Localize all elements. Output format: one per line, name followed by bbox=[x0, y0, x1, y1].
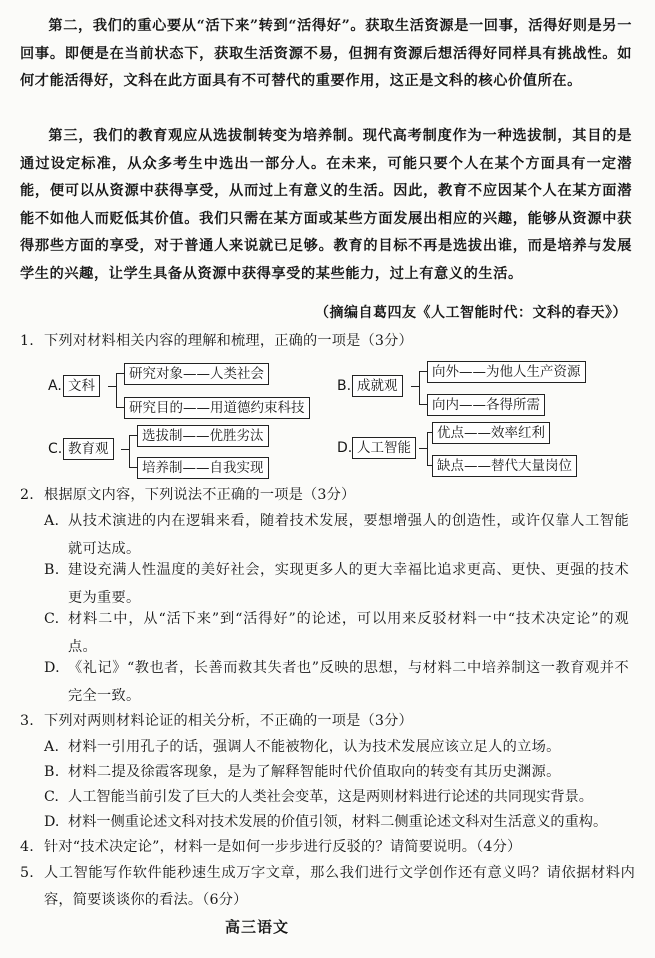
diagram-root-box: 人工智能 bbox=[352, 437, 416, 459]
paragraph-text: 第二，我们的重心要从“活下来”转到“活得好”。获取生活资源是一回事，活得好则是另一回事。即便是在当前状态下，获取生活资源不易，但拥有资源后想活得好同样具有挑战性。如何才能活得好，文科在此方面具有不可替代的重要作用，这正是文科的核心价值所在。 bbox=[20, 18, 632, 89]
question-number: 5. bbox=[20, 865, 34, 881]
connector-line bbox=[129, 435, 130, 468]
connector-line bbox=[419, 371, 427, 372]
option-label: D. bbox=[44, 660, 60, 676]
option-label: C. bbox=[44, 611, 60, 627]
q2-option-a bbox=[44, 508, 629, 563]
option-text: 材料二提及徐霞客现象，是为了解释智能时代价值取向的转变有其历史渊源。 bbox=[68, 764, 561, 780]
paragraph-text: 第三，我们的教育观应从选拔制转变为培养制。现代高考制度作为一种选拔制，其目的是通过设定标准，从众多考生中选出一部分人。在未来，可能只要个人在某个方面具有一定潜能，便可以从资源中获得享受，从而过上有意义的生活。因此，教育不应因某个人在某方面潜能不如他人而贬低其价值。我们只需在某方面或某些方面发展出相应的兴趣，能够从资源中获得那些方面的享受，对于普通人来说就已足够。教育的目标不再是选拔出谁，而是培养与发展学生的兴趣，让学生具备从资源中获得享受的某些能力，过上有意义的生活。 bbox=[20, 128, 632, 282]
question-text: 下列对两则材料论证的相关分析，不正确的一项是（3分） bbox=[44, 713, 413, 729]
question-1 bbox=[20, 328, 635, 354]
diagram-option-d bbox=[337, 420, 607, 482]
connector-line bbox=[129, 467, 137, 468]
connector-line bbox=[108, 386, 116, 387]
option-label: A. bbox=[44, 513, 60, 529]
option-label: A. bbox=[48, 378, 62, 394]
connector-line bbox=[121, 449, 129, 450]
connector-line bbox=[129, 435, 137, 436]
connector-line bbox=[419, 404, 427, 405]
question-2 bbox=[20, 482, 635, 508]
question-text: 下列对材料相关内容的理解和梳理，正确的一项是（3分） bbox=[44, 333, 413, 349]
option-text: 人工智能当前引发了巨大的人类社会变革，这是两则材料进行论述的共同现实背景。 bbox=[68, 789, 593, 805]
question-text: 针对“技术决定论”，材料一是如何一步步进行反驳的？请简要说明。（4分） bbox=[44, 839, 522, 855]
option-label: B. bbox=[44, 764, 60, 780]
diagram-root-box: 教育观 bbox=[63, 438, 114, 460]
question-number: 2. bbox=[20, 487, 34, 503]
option-label: C. bbox=[48, 441, 63, 457]
question-4 bbox=[20, 834, 635, 860]
diagram-top-box: 向外——为他人生产资源 bbox=[427, 361, 586, 383]
option-text: 材料一侧重论述文科对技术发展的价值引领，材料二侧重论述文科对生活意义的重构。 bbox=[68, 814, 608, 830]
option-label: B. bbox=[44, 562, 60, 578]
connector-line bbox=[116, 407, 124, 408]
q3-option-b bbox=[44, 759, 629, 787]
connector-line bbox=[419, 448, 427, 449]
diagram-root-box: 成就观 bbox=[352, 375, 403, 397]
option-text: 从技术演进的内在逻辑来看，随着技术发展，要想增强人的创造性，或许仅靠人工智能就可达成。 bbox=[68, 513, 629, 557]
diagram-bottom-box: 研究目的——用道德约束科技 bbox=[124, 397, 310, 419]
passage-paragraph-3 bbox=[20, 123, 632, 288]
diagram-top-box: 优点——效率红利 bbox=[432, 422, 550, 444]
connector-line bbox=[411, 386, 419, 387]
passage-source: （摘编自葛四友《人工智能时代：文科的春天》） bbox=[315, 305, 627, 321]
diagram-option-c bbox=[48, 424, 338, 482]
diagram-root-box: 文科 bbox=[63, 375, 100, 397]
connector-line bbox=[419, 371, 420, 405]
passage-paragraph-2 bbox=[20, 13, 632, 96]
question-number: 4. bbox=[20, 839, 34, 855]
connector-line bbox=[427, 432, 428, 466]
question-number: 1. bbox=[20, 333, 34, 349]
question-3 bbox=[20, 708, 635, 734]
connector-line bbox=[116, 373, 117, 408]
diagram-option-a bbox=[48, 362, 338, 420]
option-label: C. bbox=[44, 789, 59, 805]
page-footer: 高三语文 bbox=[225, 918, 290, 936]
q3-option-a bbox=[44, 734, 629, 762]
q2-option-d bbox=[44, 655, 629, 710]
question-text: 人工智能写作软件能秒速生成万字文章，那么我们进行文学创作还有意义吗？请依据材料内容，简要谈谈你的看法。（6分） bbox=[44, 865, 635, 908]
question-text: 根据原文内容，下列说法不正确的一项是（3分） bbox=[44, 487, 356, 503]
option-label: B. bbox=[337, 378, 352, 394]
option-label: D. bbox=[44, 814, 60, 830]
q2-option-c bbox=[44, 606, 629, 661]
q3-option-d bbox=[44, 809, 629, 837]
diagram-top-box: 研究对象——人类社会 bbox=[124, 363, 269, 385]
option-text: 材料一引用孔子的话，强调人不能被物化，认为技术发展应该立足人的立场。 bbox=[68, 739, 561, 755]
option-label: A. bbox=[44, 739, 60, 755]
diagram-bottom-box: 缺点——替代大量岗位 bbox=[432, 455, 577, 477]
option-text: 建设充满人性温度的美好社会，实现更多人的更大幸福比追求更高、更快、更强的技术更为重要。 bbox=[68, 562, 629, 606]
q3-option-c bbox=[44, 784, 629, 812]
option-text: 《礼记》“教也者，长善而救其失者也”反映的思想，与材料二中培养制这一教育观并不完全一致。 bbox=[68, 660, 629, 704]
connector-line bbox=[116, 373, 124, 374]
question-number: 3. bbox=[20, 713, 34, 729]
option-label: D. bbox=[337, 440, 353, 456]
diagram-bottom-box: 向内——各得所需 bbox=[427, 394, 545, 416]
option-text: 材料二中，从“活下来”到“活得好”的论述，可以用来反驳材料一中“技术决定论”的观点。 bbox=[68, 611, 629, 655]
q2-option-b bbox=[44, 557, 629, 612]
question-5 bbox=[20, 860, 635, 914]
diagram-top-box: 选拔制——优胜劣汰 bbox=[137, 425, 269, 447]
diagram-option-b bbox=[337, 358, 597, 420]
diagram-bottom-box: 培养制——自我实现 bbox=[137, 457, 269, 479]
